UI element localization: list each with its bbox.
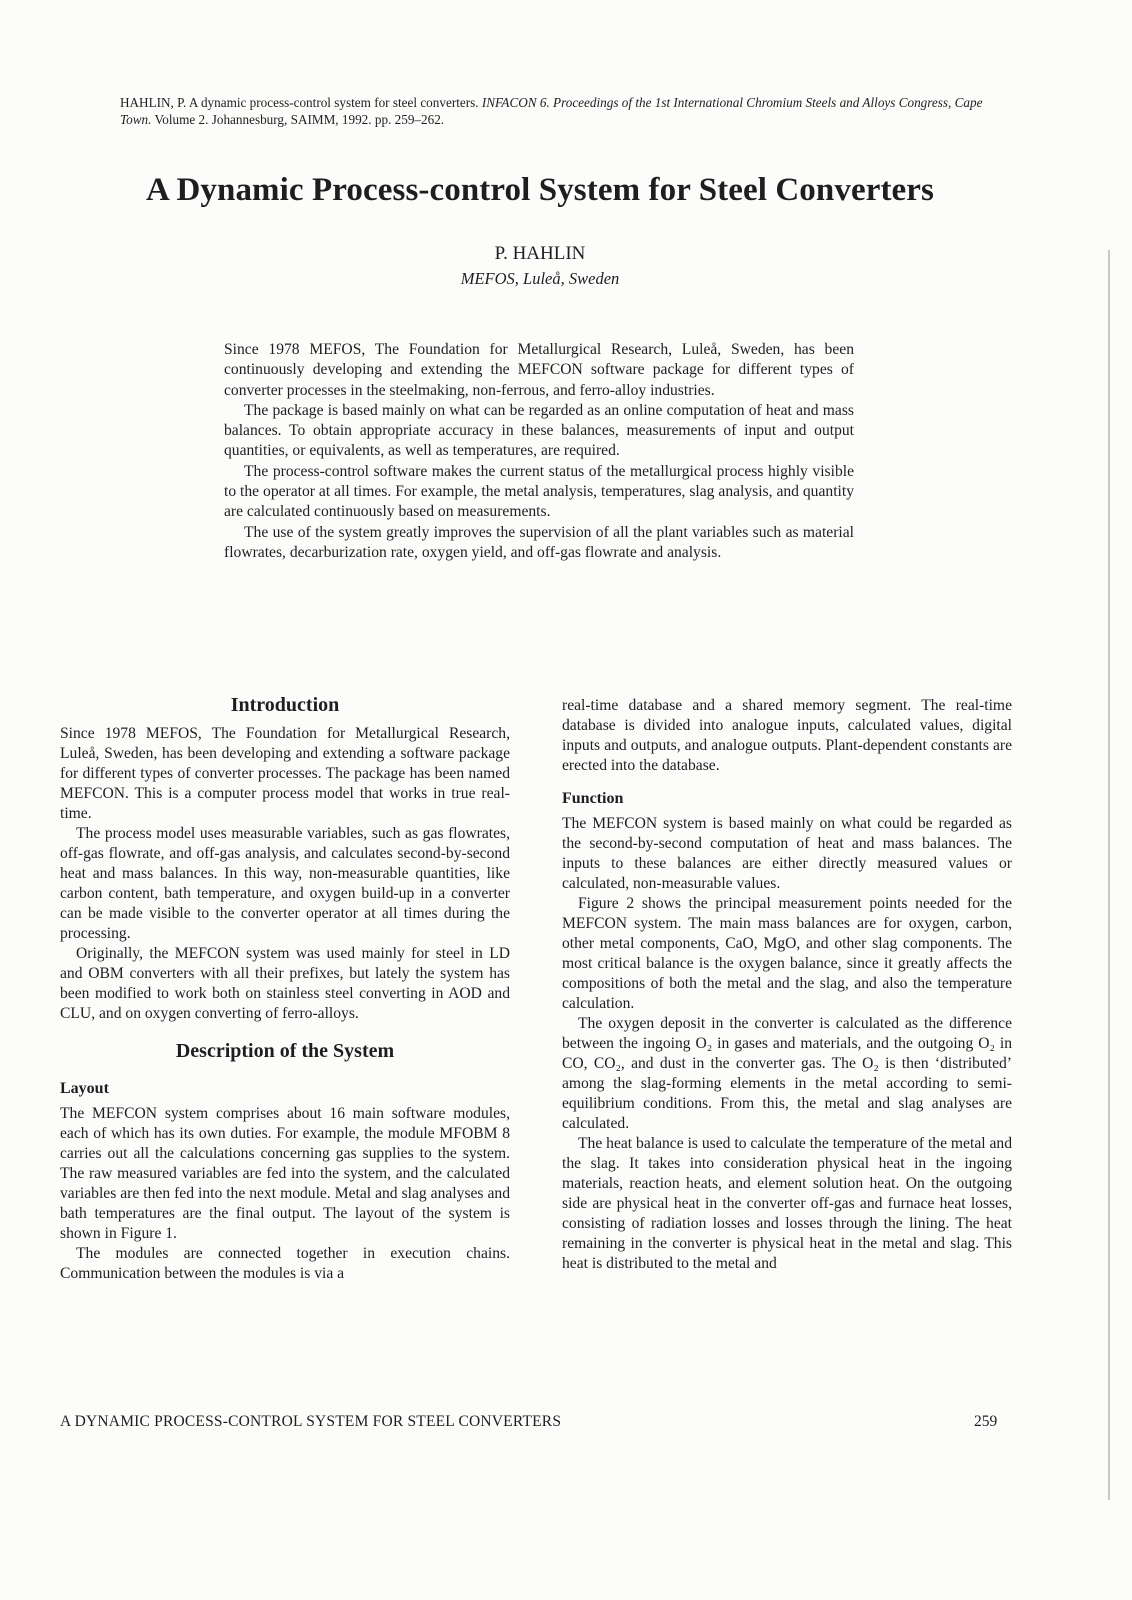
body-paragraph-continued: real-time database and a shared memory segment. The real-time database is divided into analogue inputs, calculated values, digital inputs and outputs, and analogue outputs. Plant-dependent constants are erected into the database. [562, 697, 1012, 774]
citation-authors-title: HAHLIN, P. A dynamic process-control system for steel converters. [120, 95, 482, 110]
body-paragraph: Since 1978 MEFOS, The Foundation for Metallurgical Research, Luleå, Sweden, has been developing and extending a software package for different types of converter processes. The package has been named MEFCON. This is a computer process model that works in true real-time. [60, 725, 510, 822]
body-paragraph: The heat balance is used to calculate the temperature of the metal and the slag. It takes into consideration physical heat in the ingoing materials, reaction heats, and element solution heat. On the outgoing side are physical heat in the converter off-gas and furnace heat losses, consisting of radiation losses and losses through the lining. The heat remaining in the converter is physical heat in the metal and slag. This heat is distributed to the metal and [562, 1135, 1012, 1272]
body-paragraph: Figure 2 shows the principal measurement points needed for the MEFCON system. The main mass balances are for oxygen, carbon, other metal components, CaO, MgO, and other slag components. The most critical balance is the oxygen balance, since it greatly affects the compositions of both the metal and the slag, and also the temperature calculation. [562, 895, 1012, 1012]
abstract-paragraph: The process-control software makes the current status of the metallurgical process highly visible to the operator at all times. For example, the metal analysis, temperatures, slag analysis, and quantity are calculated continuously based on measurements. [224, 462, 854, 521]
citation-volume-pages: Volume 2. Johannesburg, SAIMM, 1992. pp. 259–262. [151, 112, 445, 127]
author-name: P. HAHLIN [494, 243, 586, 264]
abstract-paragraph: Since 1978 MEFOS, The Foundation for Metallurgical Research, Luleå, Sweden, has been continuously developing and extending the MEFCON software package for different types of converter processes in the steelmaking, non-ferrous, and ferro-alloy industries. [224, 341, 854, 399]
body-paragraph: The modules are connected together in execution chains. Communication between the modules is via a [60, 1245, 510, 1282]
abstract [224, 340, 854, 563]
body-paragraph: The MEFCON system comprises about 16 main software modules, each of which has its own duties. For example, the module MFOBM 8 carries out all the calculations concerning gas supplies to the system. The raw measured variables are fed into the system, and the calculated variables are then fed into the next module. Metal and slag analyses and bath temperatures are the final output. The layout of the system is shown in Figure 1. [60, 1105, 510, 1242]
body-paragraph: The MEFCON system is based mainly on what could be regarded as the second-by-second computation of heat and mass balances. The inputs to these balances are either directly measured values or calculated, non-measurable values. [562, 815, 1012, 892]
abstract-paragraph: The package is based mainly on what can be regarded as an online computation of heat and mass balances. To obtain appropriate accuracy in these balances, measurements of input and output quantities, or equivalents, as well as temperatures, are required. [224, 401, 854, 460]
scan-edge-line [1108, 250, 1110, 1500]
subheading-layout: Layout [60, 1080, 109, 1097]
right-column [562, 696, 1012, 1274]
body-paragraph: The process model uses measurable variables, such as gas flowrates, off-gas flowrate, and off-gas analysis, and calculates second-by-second heat and mass balances. In this way, non-measurable quantities, like carbon content, bath temperature, and oxygen build-up in a converter can be made visible to the converter operator at all times during the processing. [60, 825, 510, 942]
citation-proceedings: INFACON 6. Proceedings of the 1st International Chromium Steels and Alloys Congress, Cape Town. [120, 95, 983, 127]
abstract-paragraph: The use of the system greatly improves the supervision of all the plant variables such as material flowrates, decarburization rate, oxygen yield, and off-gas flowrate and analysis. [224, 523, 854, 561]
body-paragraph: Originally, the MEFCON system was used mainly for steel in LD and OBM converters with all their prefixes, but lately the system has been modified to work both on stainless steel converting in AOD and CLU, and on oxygen converting of ferro-alloys. [60, 945, 510, 1022]
page-number: 259 [974, 1413, 998, 1430]
citation [120, 94, 1000, 128]
body-paragraph: The oxygen deposit in the converter is calculated as the difference between the ingoing O₂ in gases and materials, and the outgoing O₂ in CO, CO₂, and dust in the converter gas. The O₂ is then ‘distributed’ among the slag-forming elements in the metal according to semi-equilibrium conditions. From this, the metal and slag analyses are calculated. [562, 1015, 1012, 1132]
left-column [60, 692, 510, 1284]
paper-title: A Dynamic Process-control System for Steel Converters [146, 172, 934, 208]
subheading-function: Function [562, 790, 624, 807]
author-affiliation: MEFOS, Luleå, Sweden [460, 269, 620, 288]
running-footer-title: A DYNAMIC PROCESS-CONTROL SYSTEM FOR STEEL CONVERTERS [60, 1413, 562, 1430]
section-heading-introduction: Introduction [230, 694, 340, 716]
section-heading-description: Description of the System [175, 1040, 395, 1062]
